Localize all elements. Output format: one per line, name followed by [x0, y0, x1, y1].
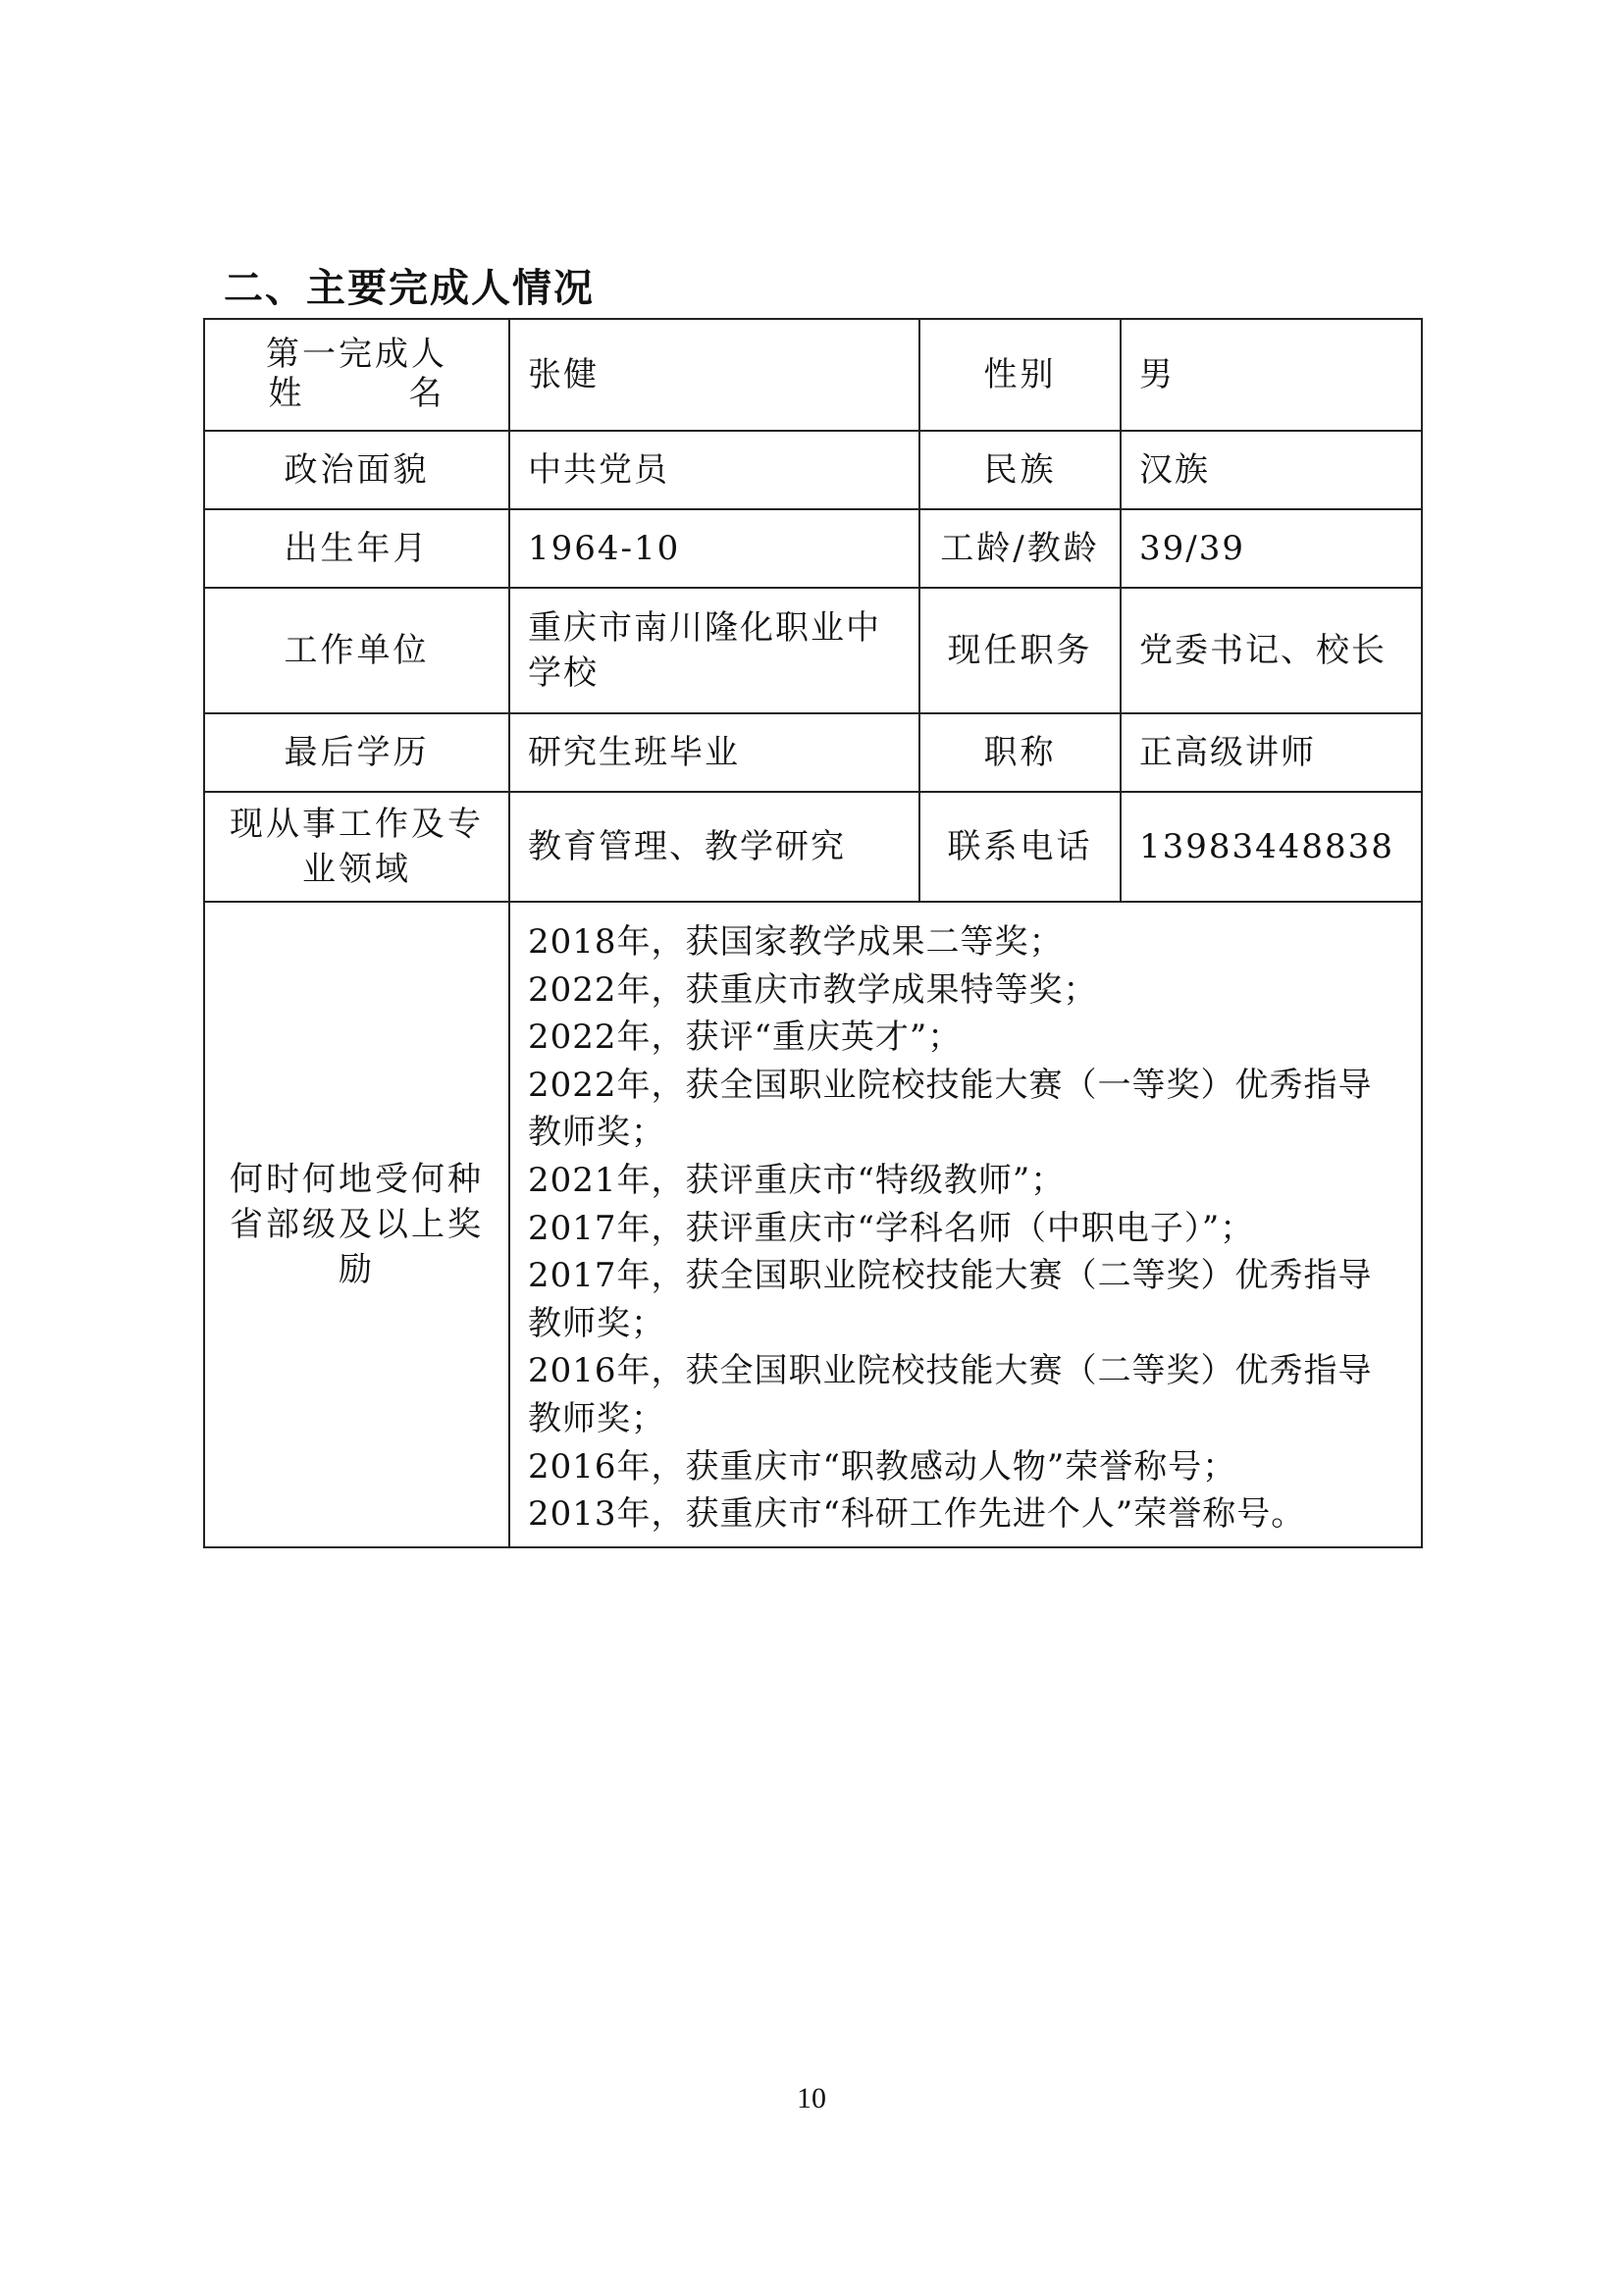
birth-date-value: 1964-10	[509, 509, 919, 588]
phone-label: 联系电话	[919, 792, 1121, 902]
name-label-char2: 名	[408, 373, 445, 413]
title-label: 职称	[919, 713, 1121, 792]
title-value: 正高级讲师	[1121, 713, 1422, 792]
award-item: 2017年，获全国职业院校技能大赛（二等奖）优秀指导教师奖；	[528, 1256, 1373, 1343]
award-item: 2016年，获重庆市“职教感动人物”荣誉称号；	[528, 1446, 1237, 1487]
ethnicity-label: 民族	[919, 431, 1121, 509]
table-row	[204, 319, 1422, 431]
table-row	[204, 713, 1422, 792]
completer-info-table	[203, 318, 1423, 1548]
table-row	[204, 588, 1422, 713]
name-label-char1: 姓	[268, 373, 305, 413]
award-item: 2022年，获全国职业院校技能大赛（一等奖）优秀指导教师奖；	[528, 1065, 1373, 1153]
award-item: 2016年，获全国职业院校技能大赛（二等奖）优秀指导教师奖；	[528, 1351, 1373, 1438]
education-label: 最后学历	[204, 713, 509, 792]
work-years-value: 39/39	[1121, 509, 1422, 588]
gender-value: 男	[1121, 319, 1422, 431]
employer-label: 工作单位	[204, 588, 509, 713]
employer-value: 重庆市南川隆化职业中学校	[509, 588, 919, 713]
position-value: 党委书记、校长	[1121, 588, 1422, 713]
ethnicity-value: 汉族	[1121, 431, 1422, 509]
awards-label: 何时何地受何种省部级及以上奖励	[204, 902, 509, 1547]
political-status-value: 中共党员	[509, 431, 919, 509]
award-item: 2017年，获评重庆市“学科名师（中职电子）”；	[528, 1208, 1255, 1248]
phone-value: 13983448838	[1121, 792, 1422, 902]
table-row	[204, 509, 1422, 588]
award-item: 2013年，获重庆市“科研工作先进个人”荣誉称号。	[528, 1494, 1306, 1535]
field-label: 现从事工作及专业领域	[204, 792, 509, 902]
education-value: 研究生班毕业	[509, 713, 919, 792]
table-row	[204, 431, 1422, 509]
award-item: 2022年，获重庆市教学成果特等奖；	[528, 969, 1098, 1010]
name-value: 张健	[509, 319, 919, 431]
work-years-label: 工龄/教龄	[919, 509, 1121, 588]
name-label-line1: 第一完成人	[266, 334, 447, 374]
political-status-label: 政治面貌	[204, 431, 509, 509]
position-label: 现任职务	[919, 588, 1121, 713]
awards-list	[509, 902, 1422, 1547]
section-title: 二、主要完成人情况	[224, 266, 595, 311]
table-row	[204, 792, 1422, 902]
award-item: 2018年，获国家教学成果二等奖；	[528, 922, 1064, 962]
award-item: 2021年，获评重庆市“特级教师”；	[528, 1160, 1066, 1200]
table-row	[204, 902, 1422, 1547]
page-number: 10	[797, 2082, 826, 2114]
name-label-cell	[204, 319, 509, 431]
gender-label: 性别	[919, 319, 1121, 431]
field-value: 教育管理、教学研究	[509, 792, 919, 902]
birth-date-label: 出生年月	[204, 509, 509, 588]
award-item: 2022年，获评“重庆英才”；	[528, 1018, 963, 1058]
